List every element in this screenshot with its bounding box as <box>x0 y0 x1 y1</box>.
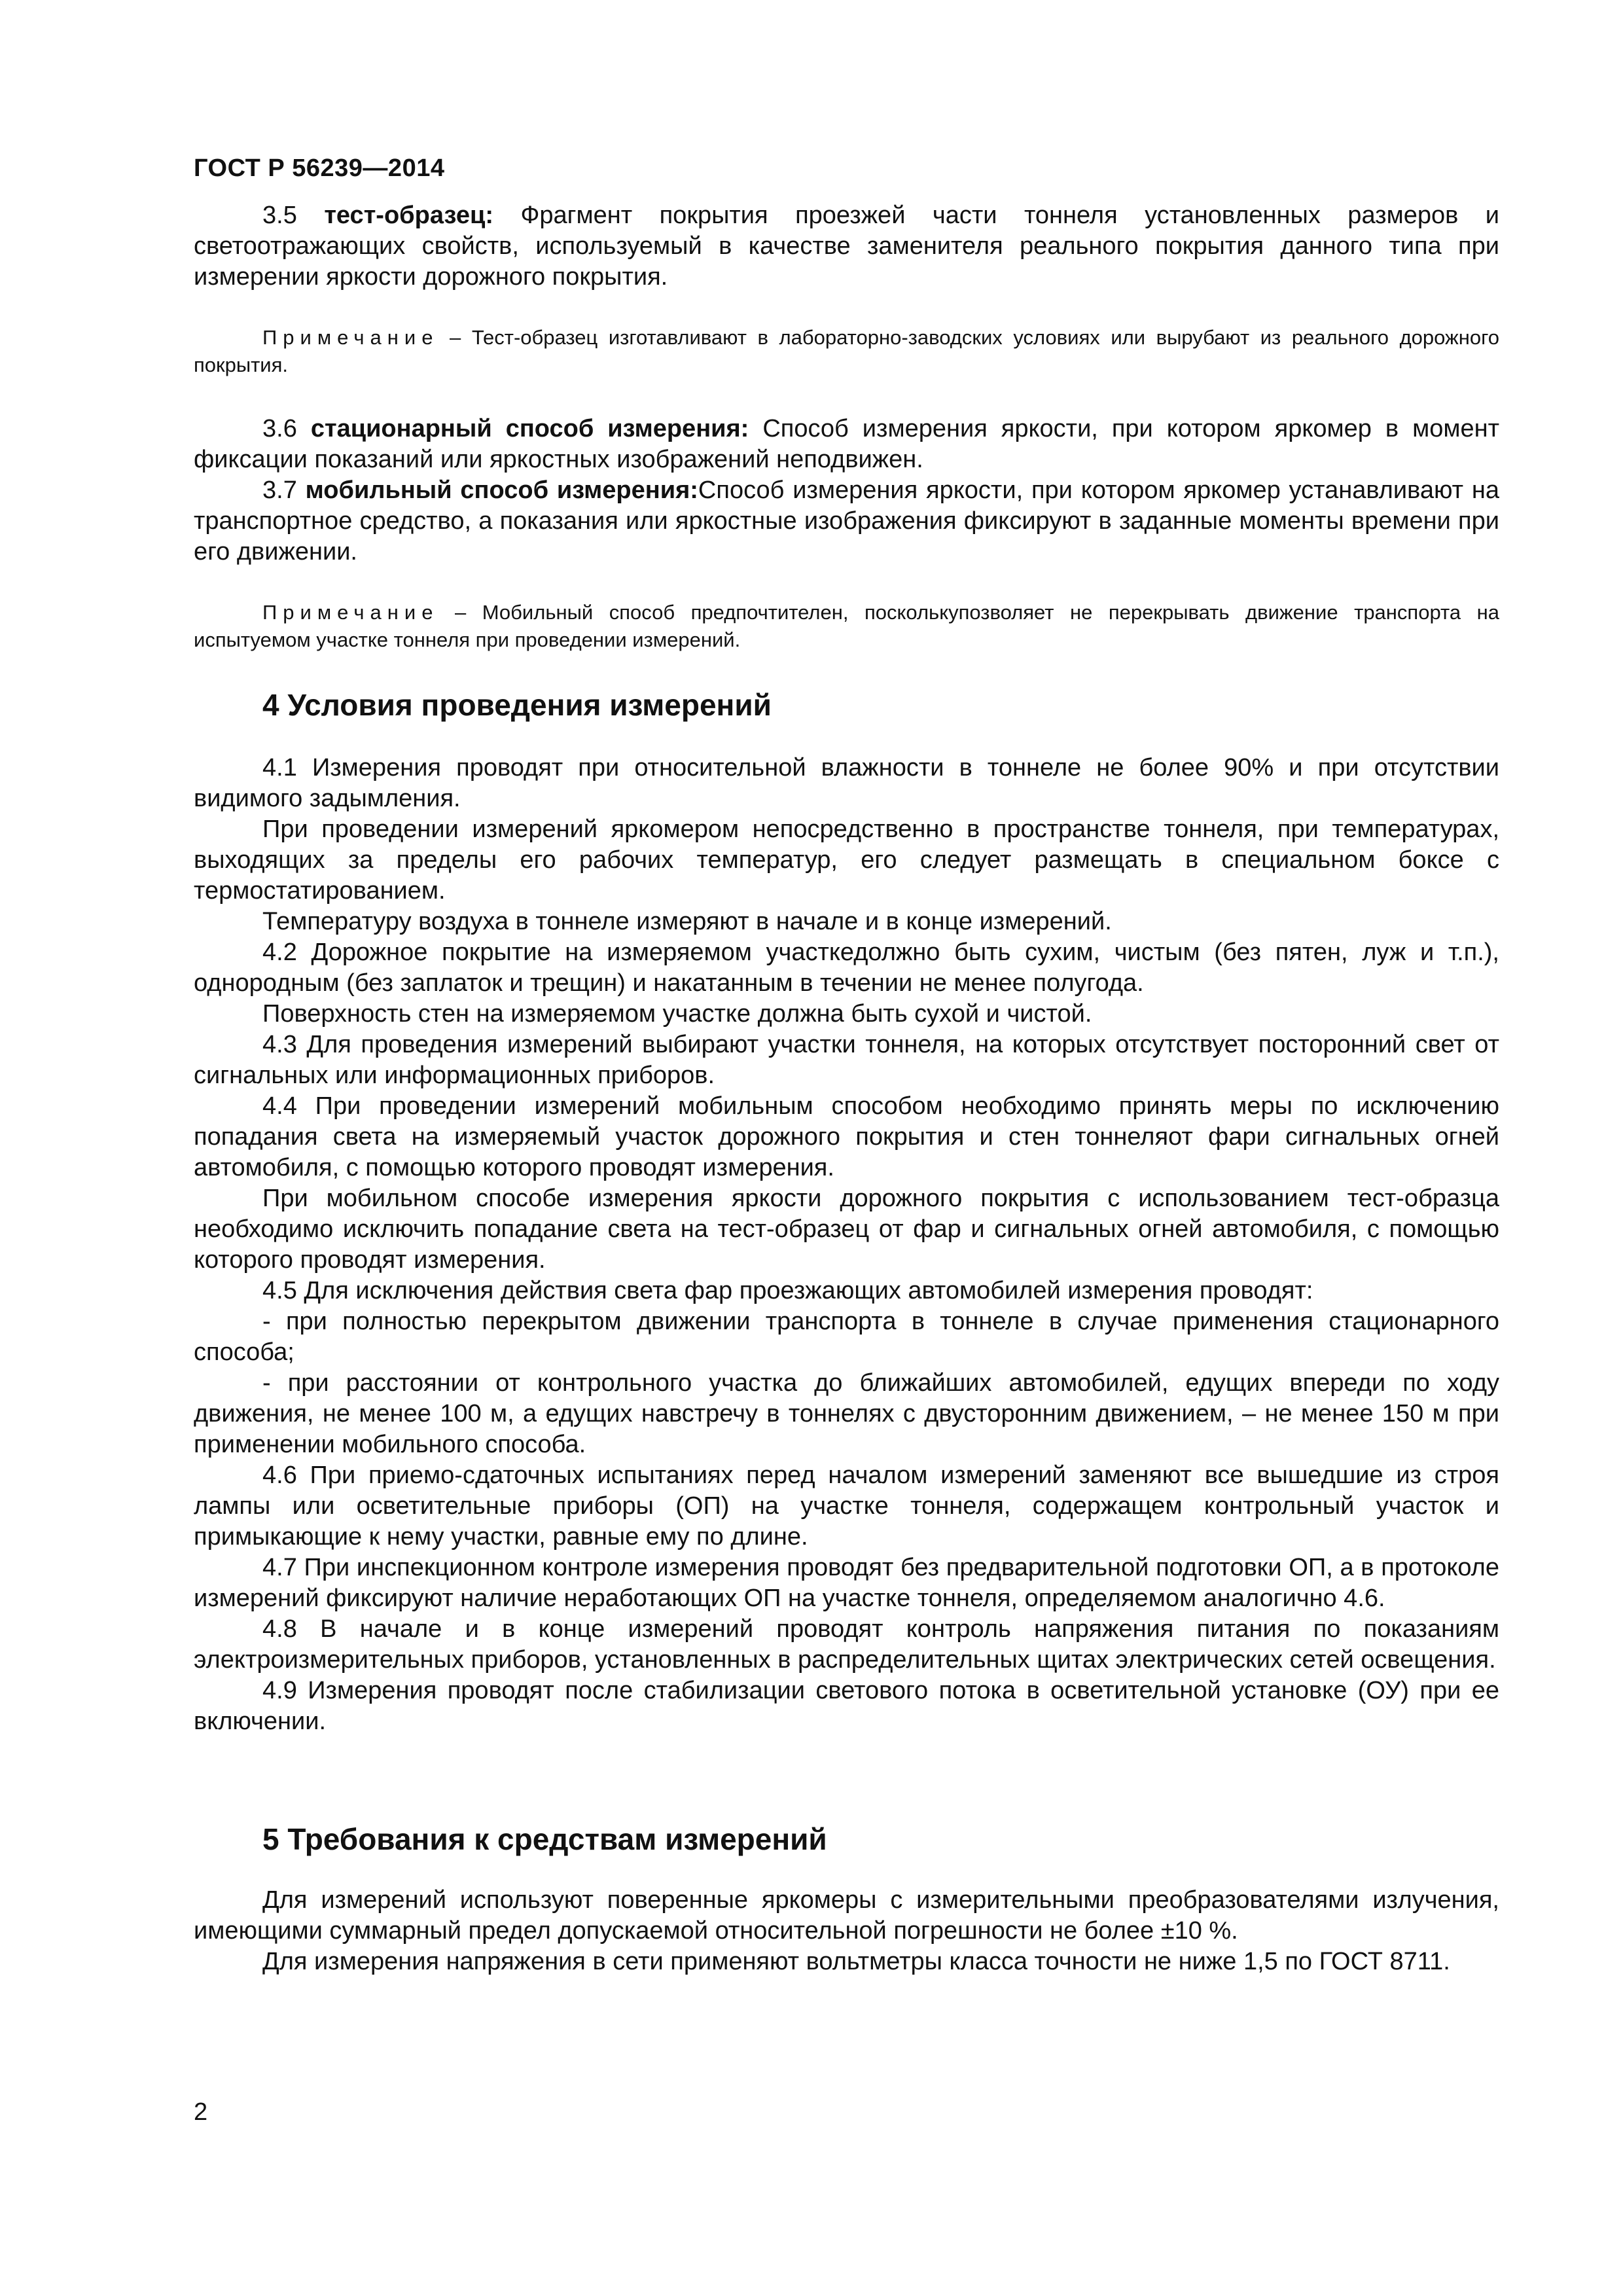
paragraph-4-4: 4.4 При проведении измерений мобильным способом необходимо принять меры по исключению попадания света на измеряемый участок дорожного покрытия и стен тоннеляот фари сигнальных огней автомобиля, с помощью которого проводят измерения. <box>194 1092 1499 1181</box>
note-label: Примечание <box>262 601 439 624</box>
paragraph-4-3: 4.3 Для проведения измерений выбирают участки тоннеля, на которых отсутствует посторонний свет от сигнальных или информационных приборов. <box>194 1031 1499 1089</box>
section-5-body <box>194 1885 1499 1977</box>
paragraph: Температуру воздуха в тоннеле измеряют в начале и в конце измерений. <box>262 908 1112 935</box>
defined-term: тест-образец: <box>324 202 493 229</box>
note-paragraph <box>194 599 1499 654</box>
paragraph <box>194 200 1499 293</box>
definition-text: Способ измерения яркости, при котором яркомер в момент фиксации показаний или яркостных изображений неподвижен. <box>194 415 1499 473</box>
paragraph-4-8: 4.8 В начале и в конце измерений проводят контроль напряжения питания по показаниям электроизмерительных приборов, установленных в распределительных щитах электрических сетей освещения. <box>194 1615 1499 1674</box>
paragraph: При проведении измерений яркомером непосредственно в пространстве тоннеля, при температурах, выходящих за пределы его рабочих температур, его следует размещать в специальном боксе с термостатированием. <box>194 816 1499 905</box>
clause-number: 3.7 <box>262 476 306 504</box>
list-item: - при полностью перекрытом движении транспорта в тоннеле в случае применения стационарного способа; <box>194 1308 1499 1366</box>
section-5-heading: 5 Требования к средствам измерений <box>262 1822 827 1856</box>
paragraph <box>194 414 1499 475</box>
paragraph: Поверхность стен на измеряемом участке должна быть сухой и чистой. <box>262 1000 1092 1028</box>
note-2 <box>194 599 1499 654</box>
paragraph-4-6: 4.6 При приемо-сдаточных испытаниях перед началом измерений заменяют все вышедшие из строя лампы или осветительные приборы (ОП) на участке тоннеля, содержащем контрольный участок и примыкающие к нему участки, равные ему по длине. <box>194 1462 1499 1551</box>
note-label: Примечание <box>262 326 439 349</box>
list-item: - при расстоянии от контрольного участка до ближайших автомобилей, едущих впереди по ходу движения, не менее 100 м, а едущих навстречу в тоннелях с двусторонним движением, – не менее 150 м при применении мобильного способа. <box>194 1369 1499 1458</box>
paragraph: Для измерения напряжения в сети применяют вольтметры класса точности не ниже 1,5 по ГОСТ 8711. <box>262 1948 1450 1975</box>
paragraph-4-1: 4.1 Измерения проводят при относительной влажности в тоннеле не более 90% и при отсутствии видимого задымления. <box>194 754 1499 812</box>
definition-3-6 <box>194 414 1499 567</box>
section-4-body <box>194 753 1499 1737</box>
note-1 <box>194 324 1499 379</box>
paragraph-4-9: 4.9 Измерения проводят после стабилизации светового потока в осветительной установке (ОУ) при ее включении. <box>194 1677 1499 1735</box>
section-4-heading: 4 Условия проведения измерений <box>262 688 772 722</box>
paragraph-4-2: 4.2 Дорожное покрытие на измеряемом участкедолжно быть сухим, чистым (без пятен, луж и т.п.), однородным (без заплаток и трещин) и накатанным в течении не менее полугода. <box>194 939 1499 997</box>
page-number: 2 <box>194 2098 208 2126</box>
defined-term: стационарный способ измерения: <box>310 415 749 442</box>
definition-3-5 <box>194 200 1499 293</box>
note-text: – Мобильный способ предпочтителен, посколькупозволяет не перекрывать движение транспорта на испытуемом участке тоннеля при проведении измерений. <box>194 601 1499 651</box>
definition-text: Фрагмент покрытия проезжей части тоннеля установленных размеров и светоотражающих свойств, используемый в качестве заменителя реального покрытия данного типа при измерении яркости дорожного покрытия. <box>194 202 1499 291</box>
defined-term: мобильный способ измерения: <box>305 476 698 504</box>
paragraph <box>194 475 1499 567</box>
clause-number: 3.5 <box>262 202 325 229</box>
note-paragraph <box>194 324 1499 379</box>
paragraph-4-7: 4.7 При инспекционном контроле измерения проводят без предварительной подготовки ОП, а в протоколе измерений фиксируют наличие неработающих ОП на участке тоннеля, определяемом аналогично 4.6. <box>194 1554 1499 1612</box>
paragraph: Для измерений используют поверенные яркомеры с измерительными преобразователями излучения, имеющими суммарный предел допускаемой относительной погрешности не более ±10 %. <box>194 1886 1499 1945</box>
paragraph: При мобильном способе измерения яркости дорожного покрытия с использованием тест-образца необходимо исключить попадание света на тест-образец от фар и сигнальных огней автомобиля, с помощью которого проводят измерения. <box>194 1185 1499 1274</box>
definition-text: Способ измерения яркости, при котором яркомер устанавливают на транспортное средство, а показания или яркостные изображения фиксируют в заданные моменты времени при его движении. <box>194 476 1499 565</box>
clause-number: 3.6 <box>262 415 311 442</box>
document-code-header: ГОСТ Р 56239—2014 <box>194 154 445 182</box>
paragraph-4-5: 4.5 Для исключения действия света фар проезжающих автомобилей измерения проводят: <box>262 1277 1313 1304</box>
note-text: – Тест-образец изготавливают в лабораторно-заводских условиях или вырубают из реального дорожного покрытия. <box>194 326 1499 376</box>
